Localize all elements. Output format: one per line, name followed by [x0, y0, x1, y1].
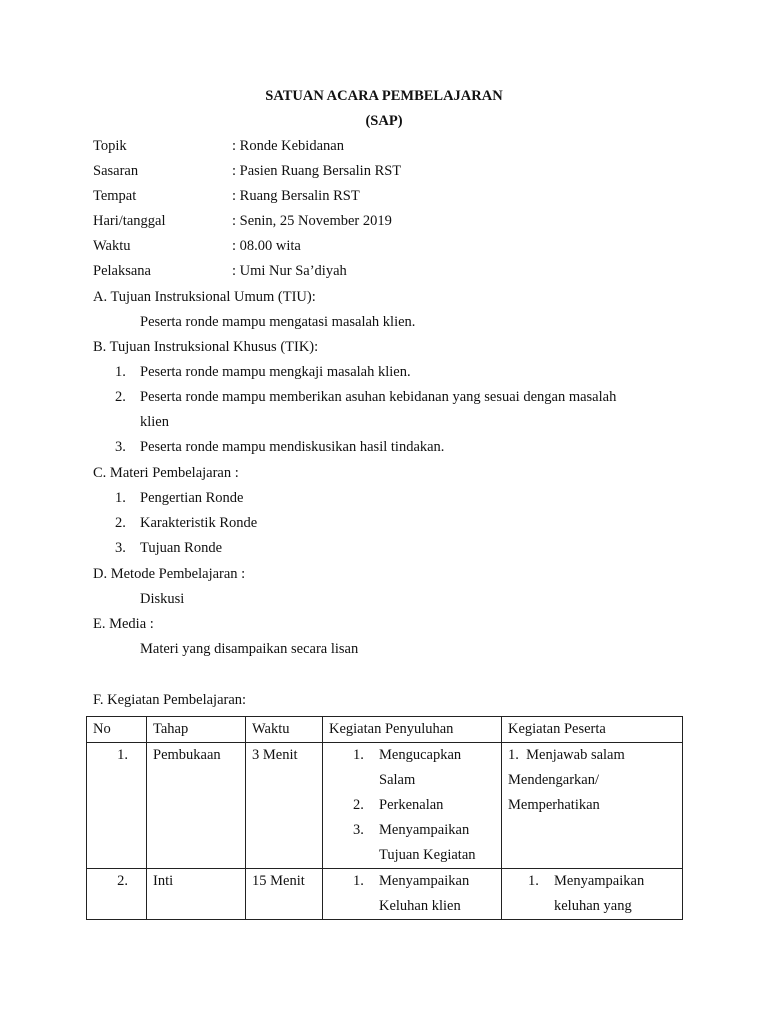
- list-number: 3.: [353, 822, 364, 838]
- list-item: [353, 793, 495, 818]
- list-number: 2.: [115, 389, 126, 405]
- table-cell-waktu: 15 Menit: [246, 869, 323, 920]
- table-cell-tahap: Pembukaan: [147, 743, 246, 869]
- list-number: 2.: [353, 797, 364, 813]
- info-value: : Ruang Bersalin RST: [232, 188, 360, 204]
- list-item-text: Menyampaikan: [379, 822, 470, 838]
- table-header-cell: No: [87, 717, 147, 743]
- info-label: Waktu: [93, 238, 131, 254]
- document-subtitle: (SAP): [365, 113, 403, 129]
- info-value: : 08.00 wita: [232, 238, 301, 254]
- list-item: Pengertian Ronde: [140, 490, 244, 506]
- info-label: Tempat: [93, 188, 137, 204]
- list-item: [353, 743, 495, 793]
- table-row: [87, 743, 683, 869]
- info-value: : Pasien Ruang Bersalin RST: [232, 163, 402, 179]
- info-label: Pelaksana: [93, 263, 151, 279]
- list-item-text: Menyampaikan: [379, 873, 470, 889]
- list-item-continuation: klien: [140, 414, 169, 430]
- list-number: 1.: [115, 490, 126, 506]
- list-item: Tujuan Ronde: [140, 540, 223, 556]
- list-item: [353, 818, 495, 868]
- list-item: Peserta ronde mampu mendiskusikan hasil tindakan.: [140, 439, 445, 455]
- list-item-text: Menyampaikan: [554, 873, 645, 889]
- info-value: : Senin, 25 November 2019: [232, 213, 392, 229]
- info-value: : Ronde Kebidanan: [232, 138, 344, 154]
- list-number: 1.: [353, 873, 364, 889]
- peserta-line: 1. Menjawab salam: [508, 747, 625, 763]
- table-cell-tahap: Inti: [147, 869, 246, 920]
- section-e-heading: E. Media :: [93, 616, 154, 632]
- list-item: [353, 869, 495, 919]
- list-number: 1.: [115, 364, 126, 380]
- table-header-cell: Waktu: [246, 717, 323, 743]
- table-header-row: [87, 717, 683, 743]
- table-cell-waktu: 3 Menit: [246, 743, 323, 869]
- section-e-text: Materi yang disampaikan secara lisan: [140, 641, 359, 657]
- section-d-text: Diskusi: [140, 591, 185, 607]
- info-label: Sasaran: [93, 163, 139, 179]
- document-title: SATUAN ACARA PEMBELAJARAN: [265, 88, 503, 104]
- list-number: 3.: [115, 540, 126, 556]
- list-item-text: Tujuan Kegiatan: [379, 847, 476, 863]
- list-item-text: Salam: [379, 772, 416, 788]
- section-a-text: Peserta ronde mampu mengatasi masalah klien.: [140, 314, 416, 330]
- list-number: 2.: [115, 515, 126, 531]
- section-f-heading: F. Kegiatan Pembelajaran:: [93, 692, 247, 708]
- table-cell-no: 2.: [87, 869, 147, 920]
- section-c-heading: C. Materi Pembelajaran :: [93, 465, 239, 481]
- info-label: Hari/tanggal: [93, 213, 166, 229]
- table-cell-peserta: [502, 743, 683, 869]
- list-item-text: Keluhan klien: [379, 898, 461, 914]
- list-number: 1.: [528, 873, 539, 889]
- list-number: 1.: [353, 747, 364, 763]
- table-header-cell: Kegiatan Peserta: [502, 717, 683, 743]
- section-a-heading: A. Tujuan Instruksional Umum (TIU):: [93, 289, 316, 305]
- table-header-cell: Kegiatan Penyuluhan: [323, 717, 502, 743]
- list-item: Peserta ronde mampu mengkaji masalah klien.: [140, 364, 411, 380]
- table-cell-penyuluhan: [323, 743, 502, 869]
- table-row: [87, 869, 683, 920]
- list-item: Karakteristik Ronde: [140, 515, 258, 531]
- list-item-text: keluhan yang: [554, 898, 632, 914]
- table-cell-peserta: [502, 869, 683, 920]
- table-header-cell: Tahap: [147, 717, 246, 743]
- table-cell-no: 1.: [87, 743, 147, 869]
- info-label: Topik: [93, 138, 127, 154]
- section-b-heading: B. Tujuan Instruksional Khusus (TIK):: [93, 339, 319, 355]
- list-item: Peserta ronde mampu memberikan asuhan kebidanan yang sesuai dengan masalah: [140, 389, 617, 405]
- peserta-line: Memperhatikan: [508, 797, 600, 813]
- list-item-text: Mengucapkan: [379, 747, 462, 763]
- table-cell-penyuluhan: [323, 869, 502, 920]
- list-item-text: Perkenalan: [379, 797, 444, 813]
- peserta-line: Mendengarkan/: [508, 772, 599, 788]
- list-item: [528, 869, 676, 919]
- activity-table: [86, 716, 683, 920]
- info-value: : Umi Nur Sa’diyah: [232, 263, 347, 279]
- section-d-heading: D. Metode Pembelajaran :: [93, 566, 246, 582]
- list-number: 3.: [115, 439, 126, 455]
